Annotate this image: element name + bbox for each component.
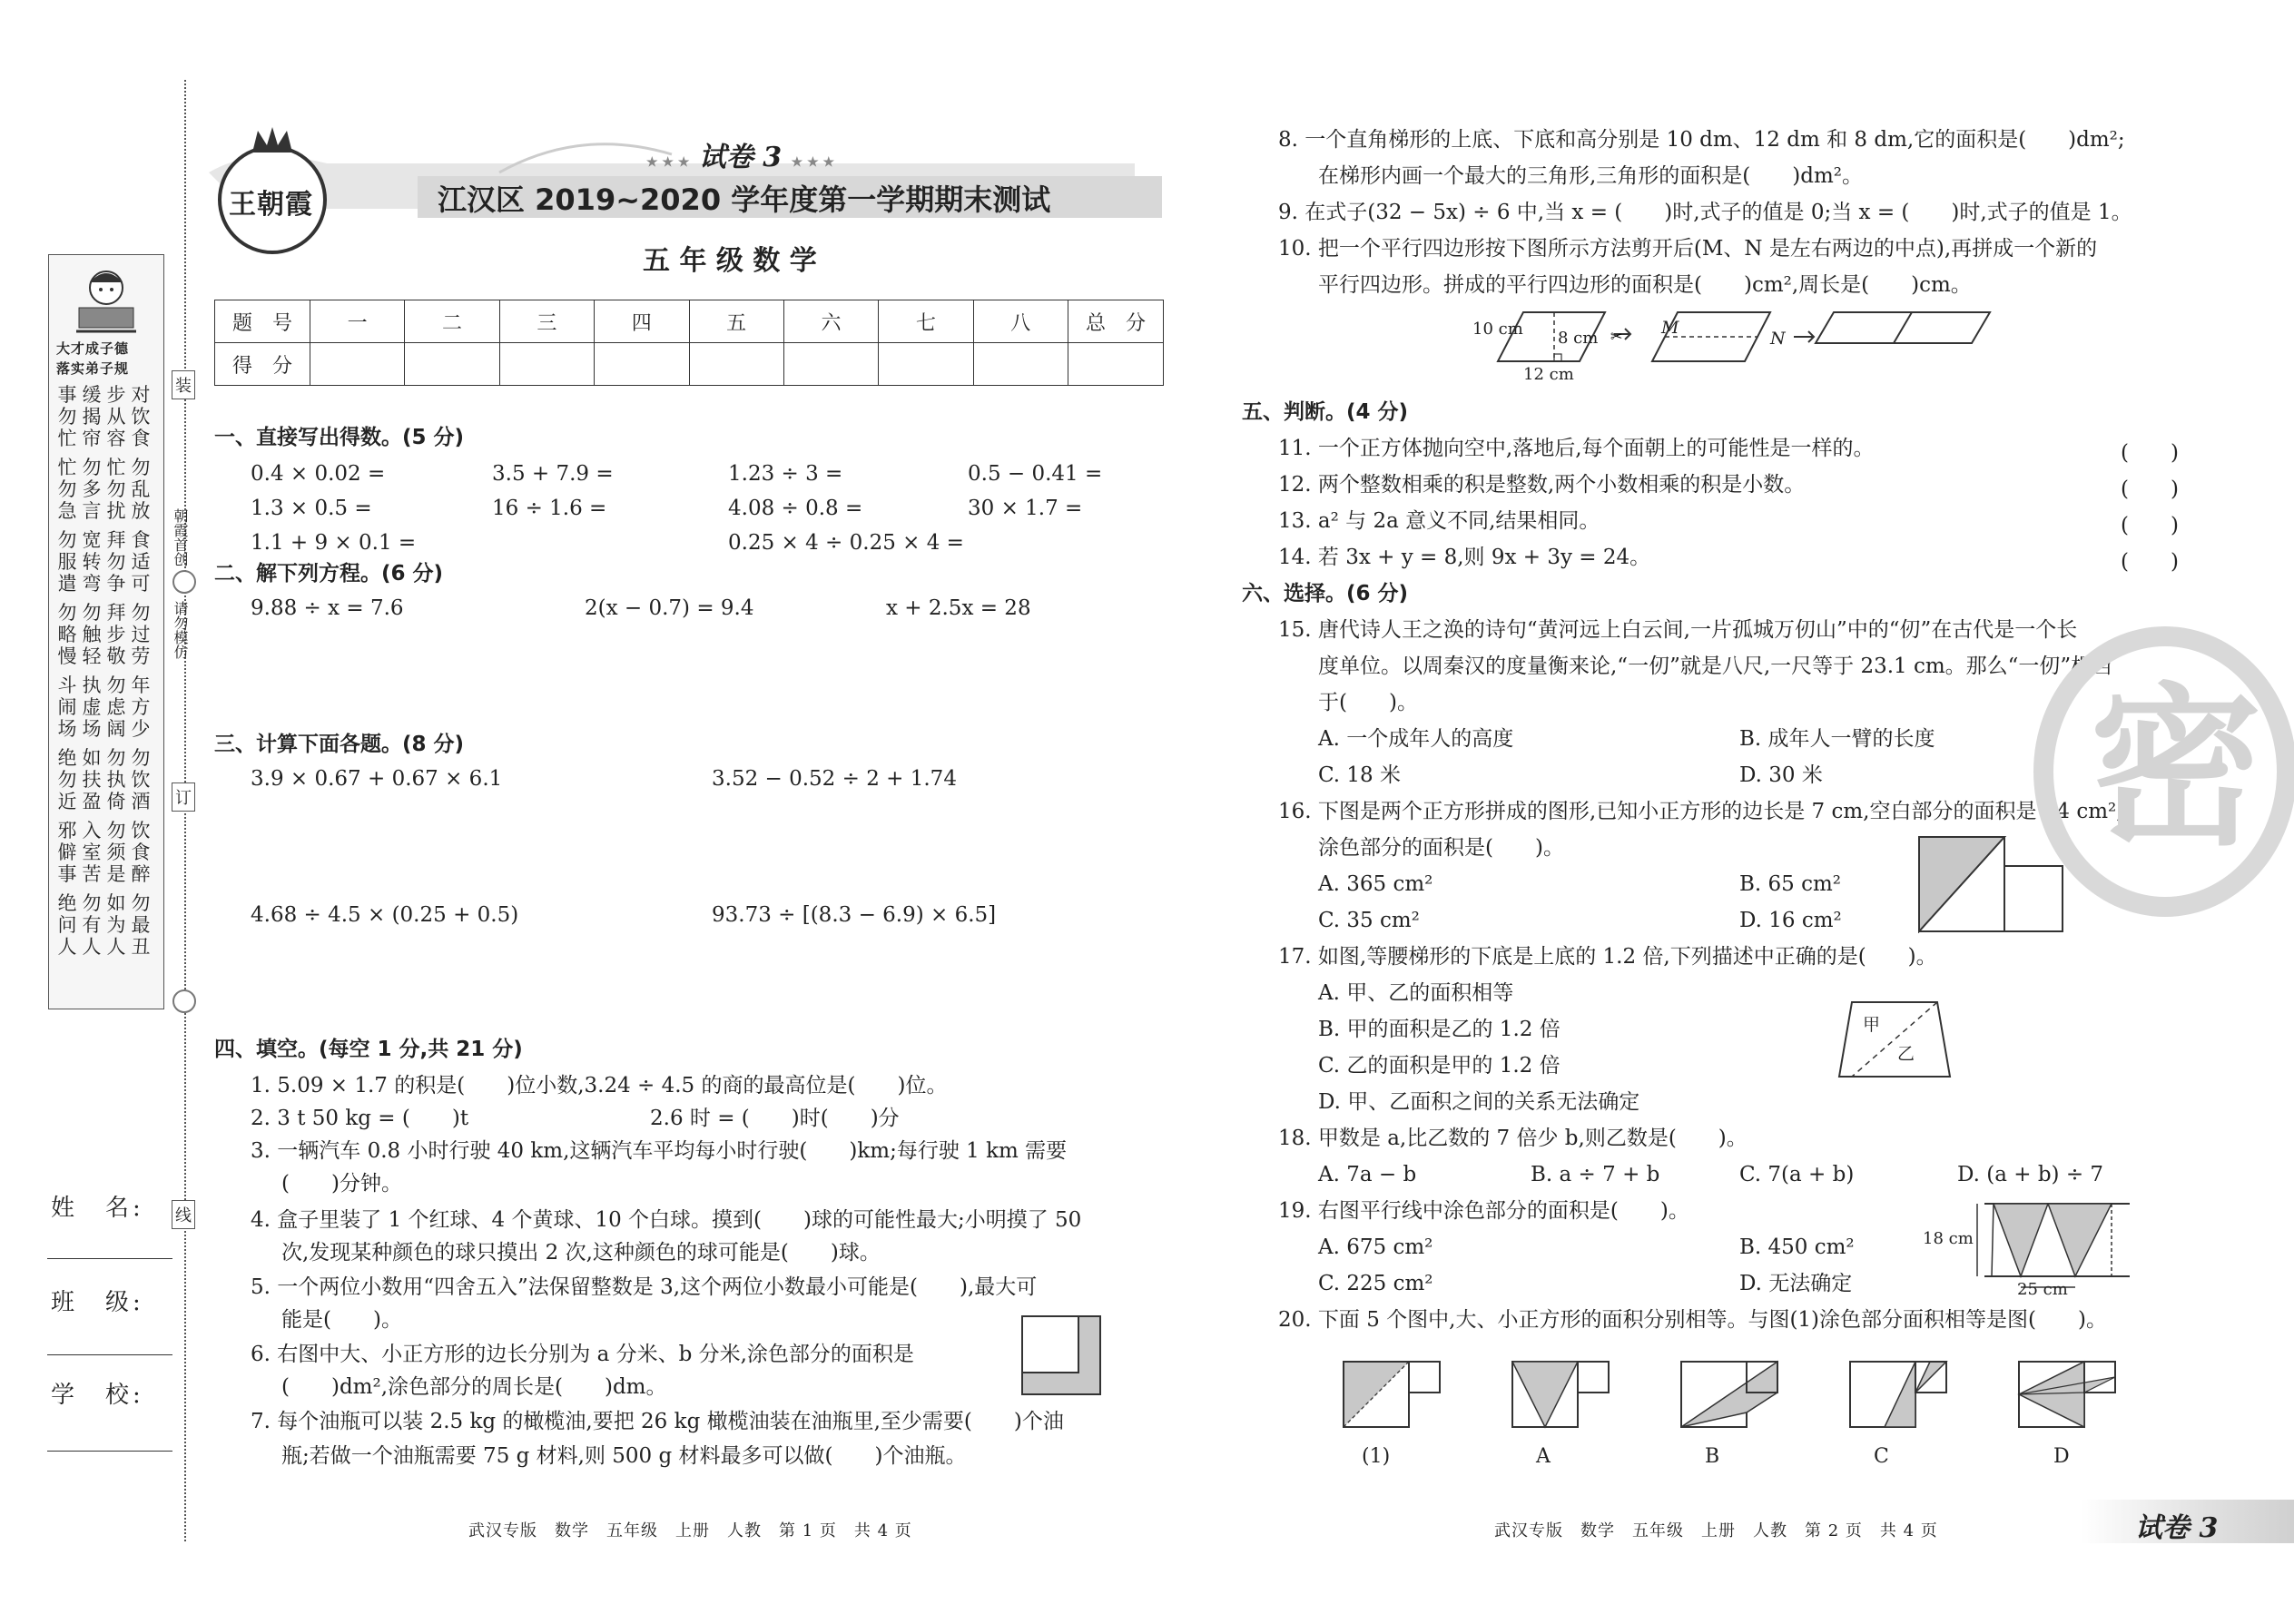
- motto-column: 事勿忙: [57, 384, 77, 449]
- figure-q20-b: [1679, 1358, 1781, 1432]
- motto-line-1: 大才成子德: [56, 340, 130, 357]
- section-1-title: 一、直接写出得数。(5 分): [214, 426, 465, 449]
- motto-column: 年方少: [131, 674, 151, 740]
- motto-column: 绝勿近: [57, 747, 77, 812]
- figure-q20-d: [2017, 1358, 2119, 1432]
- fill-q10a: 10. 把一个平行四边形按下图所示方法剪开后(M、N 是左右两边的中点),再拼成一个新的: [1278, 237, 2098, 261]
- score-input[interactable]: [499, 343, 594, 386]
- choice-option[interactable]: B. a ÷ 7 + b: [1531, 1163, 1660, 1186]
- fill-q7b: 瓶;若做一个油瓶需要 75 g 材料,则 500 g 材料最多可以做( )个油瓶。: [281, 1444, 967, 1468]
- score-input[interactable]: [405, 343, 499, 386]
- cut-label-1: 装: [172, 370, 195, 399]
- choice-q15b: 度单位。以周秦汉的度量衡来论,“一仞”就是八尺,一尺等于 23.1 cm。那么“一仞”相当: [1318, 655, 2113, 678]
- score-cell: 五: [689, 300, 783, 343]
- fig20-label: D: [2053, 1445, 2070, 1468]
- choice-option[interactable]: B. 成年人一臂的长度: [1739, 727, 1935, 751]
- figure-q20-c: [1848, 1358, 1950, 1432]
- figure-q20-1: [1342, 1358, 1443, 1432]
- score-cell: 二: [405, 300, 499, 343]
- choice-option[interactable]: D. 甲、乙面积之间的关系无法确定: [1318, 1090, 1640, 1114]
- choice-option[interactable]: D. (a + b) ÷ 7: [1957, 1163, 2104, 1186]
- equation-item: 9.88 ÷ x = 7.6: [251, 596, 404, 620]
- score-input[interactable]: [973, 343, 1068, 386]
- motto-column: 邪僻事: [57, 820, 77, 885]
- motto-column: 宽转弯: [82, 529, 102, 595]
- motto-column: 饮食醉: [131, 820, 151, 885]
- class-label: 班 级:: [51, 1289, 144, 1316]
- motto-column: 勿须是: [106, 820, 126, 885]
- choice-q16a: 16. 下图是两个正方形拼成的图形,已知小正方形的边长是 7 cm,空白部分的面积是 84 cm²,: [1278, 800, 2123, 823]
- left-footer: 武汉专版 数学 五年级 上册 人教 第 1 页 共 4 页: [468, 1521, 912, 1540]
- choice-q18: 18. 甲数是 a,比乙数的 7 倍少 b,则乙数是( )。: [1278, 1127, 1748, 1150]
- motto-column: 勿有人: [82, 892, 102, 958]
- fill-q7a: 7. 每个油瓶可以装 2.5 kg 的橄榄油,要把 26 kg 橄榄油装在油瓶里,至少需要( )个油: [251, 1410, 1064, 1433]
- fill-q4b: 次,发现某种颜色的球只摸出 2 次,这种颜色的球可能是( )球。: [281, 1241, 881, 1265]
- motto-column: 勿过劳: [131, 602, 151, 667]
- choice-option[interactable]: B. 450 cm²: [1739, 1235, 1855, 1259]
- fill-q8b: 在梯形内画一个最大的三角形,三角形的面积是( )dm²。: [1318, 164, 1864, 188]
- motto-column: 勿最丑: [131, 892, 151, 958]
- stars-left: ★ ★ ★: [646, 155, 690, 170]
- cartoon-figure-icon: [49, 261, 163, 342]
- section-2-title: 二、解下列方程。(6 分): [214, 562, 444, 586]
- right-footer: 武汉专版 数学 五年级 上册 人教 第 2 页 共 4 页: [1494, 1521, 1938, 1540]
- fig20-label: B: [1705, 1445, 1720, 1468]
- motto-column: 勿饮酒: [131, 747, 151, 812]
- choice-option[interactable]: D. 无法确定: [1739, 1272, 1853, 1295]
- fig19-h-label: 18 cm: [1923, 1229, 1974, 1248]
- score-input[interactable]: [689, 343, 783, 386]
- motto-column: 勿执倚: [106, 747, 126, 812]
- exam-title: 江汉区 2019~2020 学年度第一学期期末测试: [438, 182, 1051, 217]
- paper-tag: [646, 134, 834, 174]
- gear-icon-2: [172, 989, 196, 1013]
- judge-q14: 14. 若 3x + y = 8,则 9x + 3y = 24。: [1278, 546, 1651, 569]
- compute-item: 93.73 ÷ [(8.3 − 6.9) × 6.5]: [712, 903, 997, 927]
- exam-subject: 五 年 级 数 学: [643, 245, 817, 277]
- paper-tag-text: 试卷 3: [698, 142, 783, 173]
- secret-seal: [2033, 626, 2294, 917]
- score-cell: 四: [595, 300, 689, 343]
- judge-q13: 13. a² 与 2a 意义不同,结果相同。: [1278, 509, 1600, 533]
- judge-bracket[interactable]: ( ): [2121, 441, 2179, 465]
- calc-item: 16 ÷ 1.6 =: [492, 497, 607, 520]
- score-table-row: [215, 343, 1164, 386]
- score-cell: 六: [783, 300, 878, 343]
- fig17-jia: 甲: [1863, 1015, 1881, 1035]
- judge-bracket[interactable]: ( ): [2121, 550, 2179, 574]
- school-label: 学 校:: [51, 1382, 144, 1409]
- choice-option[interactable]: C. 35 cm²: [1318, 909, 1420, 932]
- class-field[interactable]: [47, 1354, 172, 1355]
- fig10-side-label: 10 cm: [1472, 320, 1523, 339]
- fill-q4a: 4. 盒子里装了 1 个红球、4 个黄球、10 个白球。摸到( )球的可能性最大;小明摸了 50: [251, 1208, 1082, 1232]
- corner-tag: [2081, 1500, 2294, 1543]
- choice-q20: 20. 下面 5 个图中,大、小正方形的面积分别相等。与图(1)涂色部分面积相等是图( )。: [1278, 1308, 2107, 1332]
- choice-option[interactable]: D. 30 米: [1739, 763, 1823, 787]
- motto-column: 如为人: [106, 892, 126, 958]
- fill-q3b: ( )分钟。: [281, 1172, 402, 1196]
- score-input[interactable]: [783, 343, 878, 386]
- section-6-title: 六、选择。(6 分): [1242, 582, 1409, 605]
- motto-column: 食适可: [131, 529, 151, 595]
- motto-column: 勿略慢: [57, 602, 77, 667]
- score-cell: 题 号: [215, 300, 310, 343]
- section-4-title: 四、填空。(每空 1 分,共 21 分): [214, 1038, 523, 1061]
- name-label: 姓 名:: [51, 1195, 144, 1222]
- calc-item: 1.1 + 9 × 0.1 =: [251, 531, 417, 555]
- motto-column: 缓揭帘: [82, 384, 102, 449]
- choice-option[interactable]: C. 7(a + b): [1739, 1163, 1855, 1186]
- fill-q9: 9. 在式子(32 − 5x) ÷ 6 中,当 x = ( )时,式子的值是 0;当 x = ( )时,式子的值是 1。: [1278, 201, 2132, 224]
- choice-option[interactable]: B. 65 cm²: [1739, 872, 1842, 896]
- fill-q10b: 平行四边形。拼成的平行四边形的面积是( )cm²,周长是( )cm。: [1318, 273, 1972, 297]
- cut-note-1: 朝霞首创: [172, 508, 189, 566]
- score-input[interactable]: [595, 343, 689, 386]
- cut-note-2: 请勿模仿: [172, 601, 189, 659]
- calc-item: 4.08 ÷ 0.8 =: [728, 497, 863, 520]
- choice-q17: 17. 如图,等腰梯形的下底是上底的 1.2 倍,下列描述中正确的是( )。: [1278, 945, 1937, 969]
- score-cell: 八: [973, 300, 1068, 343]
- choice-option[interactable]: C. 225 cm²: [1318, 1272, 1433, 1295]
- corner-tag-text: 试卷 3: [2135, 1512, 2219, 1544]
- calc-item: 1.3 × 0.5 =: [251, 497, 372, 520]
- figure-q20-a: [1511, 1358, 1612, 1432]
- fig19-w-label: 25 cm: [2017, 1280, 2068, 1299]
- choice-q15c: 于( )。: [1318, 691, 1418, 714]
- section-5-title: 五、判断。(4 分): [1242, 400, 1409, 424]
- fill-q5b: 能是( )。: [281, 1308, 402, 1332]
- figure-q16: [1917, 835, 2066, 933]
- gear-icon: [172, 570, 196, 594]
- calc-item: 0.25 × 4 ÷ 0.25 × 4 =: [728, 531, 964, 555]
- score-cell: 七: [879, 300, 973, 343]
- choice-option[interactable]: A. 甲、乙的面积相等: [1318, 981, 1514, 1005]
- motto-column: 如扶盈: [82, 747, 102, 812]
- choice-option[interactable]: A. 675 cm²: [1318, 1235, 1433, 1259]
- choice-option[interactable]: D. 16 cm²: [1739, 909, 1842, 932]
- cut-label-2: 订: [172, 782, 195, 812]
- name-field[interactable]: [47, 1258, 172, 1259]
- motto-column: 忙勿急: [57, 457, 77, 522]
- score-input[interactable]: [1068, 343, 1164, 386]
- calc-item: 1.23 ÷ 3 =: [728, 462, 843, 486]
- score-cell: 一: [310, 300, 405, 343]
- score-cell: 三: [499, 300, 594, 343]
- choice-option[interactable]: A. 一个成年人的高度: [1318, 727, 1514, 751]
- cut-label-3: 线: [172, 1200, 195, 1229]
- fill-q1: 1. 5.09 × 1.7 的积是( )位小数,3.24 ÷ 4.5 的商的最高位是( )位。: [251, 1074, 948, 1097]
- fill-q3a: 3. 一辆汽车 0.8 小时行驶 40 km,这辆汽车平均每小时行驶( )km;每行驶 1 km 需要: [251, 1139, 1068, 1163]
- score-table-header: [215, 300, 1164, 343]
- school-field[interactable]: [47, 1451, 172, 1452]
- choice-option[interactable]: A. 7a − b: [1318, 1163, 1417, 1186]
- choice-option[interactable]: A. 365 cm²: [1318, 872, 1433, 896]
- brand-logo: [218, 145, 327, 254]
- motto-column: 步从容: [106, 384, 126, 449]
- score-input[interactable]: [310, 343, 405, 386]
- fill-q6b: ( )dm²,涂色部分的周长是( )dm。: [281, 1375, 667, 1399]
- motto-line-2: 落实弟子规: [56, 360, 130, 377]
- sidebar-motto-box: [48, 254, 164, 1009]
- judge-q11: 11. 一个正方体抛向空中,落地后,每个面朝上的可能性是一样的。: [1278, 437, 1875, 460]
- judge-bracket[interactable]: ( ): [2121, 514, 2179, 537]
- motto-column: 绝问人: [57, 892, 77, 958]
- calc-item: 0.5 − 0.41 =: [968, 462, 1103, 486]
- fig20-label: A: [1536, 1445, 1551, 1468]
- fill-q8a: 8. 一个直角梯形的上底、下底和高分别是 10 dm、12 dm 和 8 dm,它的面积是( )dm²;: [1278, 128, 2125, 152]
- judge-q12: 12. 两个整数相乘的积是整数,两个小数相乘的积是小数。: [1278, 473, 1806, 497]
- score-cell: 总 分: [1068, 300, 1164, 343]
- fig10-n-label: N: [1770, 329, 1786, 349]
- fig20-label: C: [1874, 1445, 1889, 1468]
- fig10-m-label: M: [1661, 318, 1679, 338]
- choice-q16b: 涂色部分的面积是( )。: [1318, 836, 1564, 860]
- section-3-title: 三、计算下面各题。(8 分): [214, 733, 465, 756]
- calc-item: 3.5 + 7.9 =: [492, 462, 614, 486]
- motto-column: 拜勿争: [106, 529, 126, 595]
- motto-column: 勿服遣: [57, 529, 77, 595]
- compute-item: 3.52 − 0.52 ÷ 2 + 1.74: [712, 767, 957, 791]
- fig10-height-label: 8 cm: [1558, 329, 1599, 348]
- choice-q15a: 15. 唐代诗人王之涣的诗句“黄河远上白云间,一片孤城万仞山”中的“仞”在古代是一个长: [1278, 618, 2078, 642]
- motto-column: 忙勿扰: [106, 457, 126, 522]
- motto-column: 拜步敬: [106, 602, 126, 667]
- fig17-yi: 乙: [1897, 1044, 1915, 1064]
- fig10-base-label: 12 cm: [1523, 365, 1574, 384]
- judge-bracket[interactable]: ( ): [2121, 477, 2179, 501]
- calc-item: 0.4 × 0.02 =: [251, 462, 386, 486]
- figure-q17: [1837, 999, 1954, 1080]
- fill-q5a: 5. 一个两位小数用“四舍五入”法保留整数是 3,这个两位小数最小可能是( ),最大可: [251, 1275, 1038, 1299]
- fill-q2b: 2.6 时 = ( )时( )分: [650, 1107, 900, 1130]
- choice-option[interactable]: C. 乙的面积是甲的 1.2 倍: [1318, 1054, 1561, 1078]
- seal-char: 密: [2090, 668, 2263, 869]
- score-input[interactable]: [879, 343, 973, 386]
- crown-icon: [249, 125, 296, 156]
- score-table: [214, 300, 1164, 386]
- equation-item: 2(x − 0.7) = 9.4: [585, 596, 754, 620]
- fill-q6a: 6. 右图中大、小正方形的边长分别为 a 分米、b 分米,涂色部分的面积是: [251, 1343, 914, 1366]
- score-row-label: 得 分: [215, 343, 310, 386]
- calc-item: 30 × 1.7 =: [968, 497, 1083, 520]
- motto-column: 勿虑阔: [106, 674, 126, 740]
- motto-column: 入室苦: [82, 820, 102, 885]
- motto-column: 勿多言: [82, 457, 102, 522]
- choice-option[interactable]: C. 18 米: [1318, 763, 1401, 787]
- scissors-icon: ✂: [1610, 328, 1623, 345]
- motto-column: 勿触轻: [82, 602, 102, 667]
- figure-q6: [1020, 1314, 1104, 1398]
- compute-item: 3.9 × 0.67 + 0.67 × 6.1: [251, 767, 503, 791]
- stars-right: ★ ★ ★: [791, 155, 835, 170]
- fill-q2a: 2. 3 t 50 kg = ( )t: [251, 1107, 469, 1130]
- logo-text: 王朝霞: [229, 189, 313, 221]
- equation-item: x + 2.5x = 28: [886, 596, 1031, 620]
- fig20-label: (1): [1362, 1445, 1391, 1468]
- motto-column: 对饮食: [131, 384, 151, 449]
- motto-column: 执虚场: [82, 674, 102, 740]
- motto-column: 斗闹场: [57, 674, 77, 740]
- motto-column: 勿乱放: [131, 457, 151, 522]
- choice-option[interactable]: B. 甲的面积是乙的 1.2 倍: [1318, 1018, 1561, 1041]
- choice-q19: 19. 右图平行线中涂色部分的面积是( )。: [1278, 1199, 1689, 1223]
- compute-item: 4.68 ÷ 4.5 × (0.25 + 0.5): [251, 903, 519, 927]
